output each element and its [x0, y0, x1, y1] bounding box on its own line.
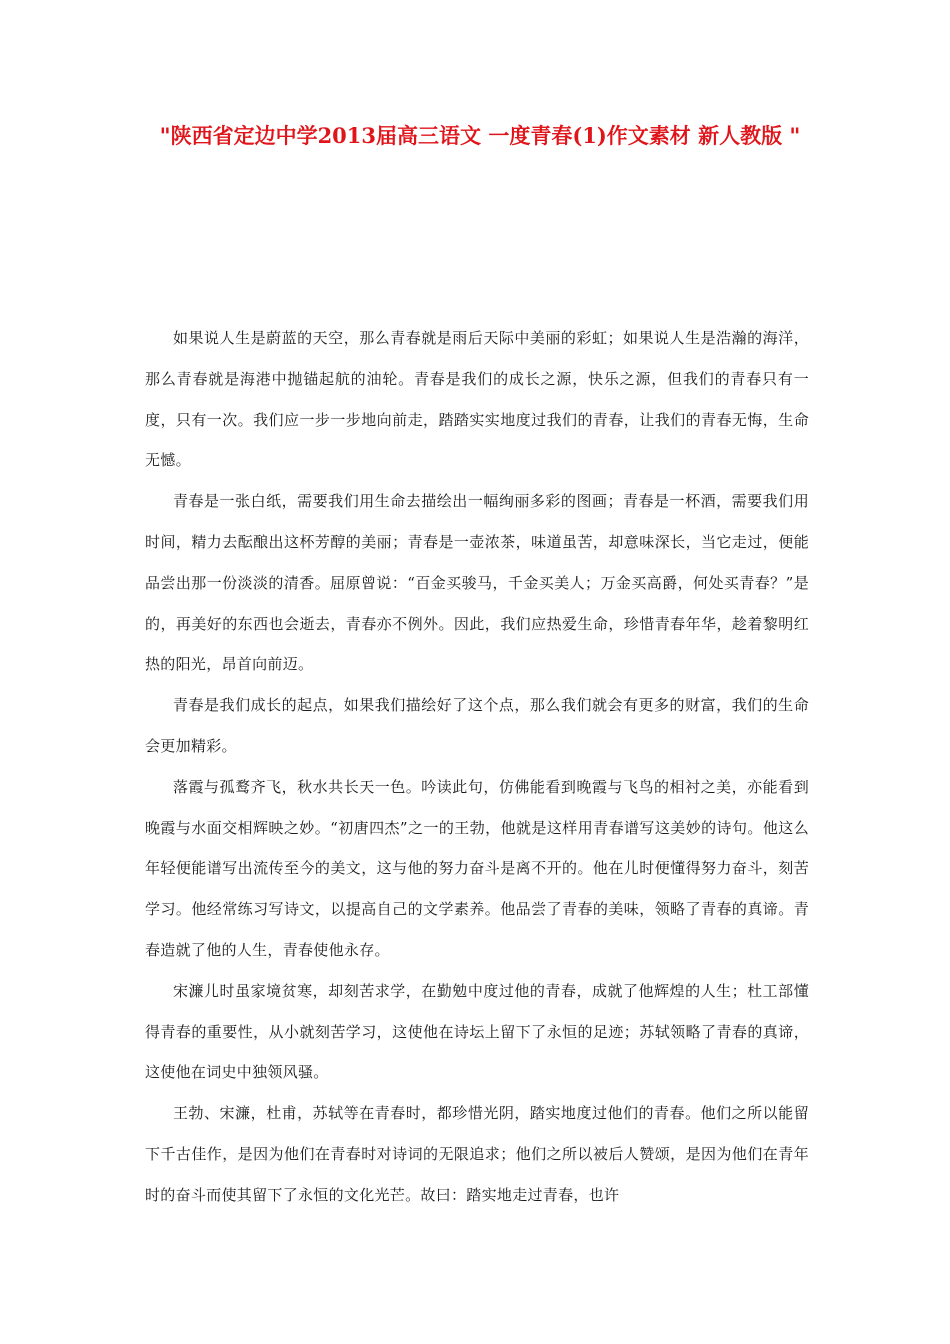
document-title: "陕西省定边中学2013届高三语文 一度青春(1)作文素材 新人教版 " — [159, 123, 801, 148]
paragraph-2: 青春是一张白纸，需要我们用生命去描绘出一幅绚丽多彩的图画；青春是一杯酒，需要我们用时间，精力去酝酿出这杯芳醇的美丽；青春是一壶浓茶，味道虽苦，却意味深长，当它走过，便能品尝出那一份淡淡的清香。屈原曾说：“百金买骏马，千金买美人；万金买高爵，何处买青春？”是的，再美好的东西也会逝去，青春亦不例外。因此，我们应热爱生命，珍惜青春年华，趁着黎明红热的阳光，昂首向前迈。 — [145, 492, 809, 674]
paragraph-4: 落霞与孤鹜齐飞，秋水共长天一色。吟读此句，仿佛能看到晚霞与飞鸟的相衬之美，亦能看到晚霞与水面交相辉映之妙。“初唐四杰”之一的王勃，他就是这样用青春谱写这美妙的诗句。他这么年轻便能谱写出流传至今的美文，这与他的努力奋斗是离不开的。他在儿时便懂得努力奋斗，刻苦学习。他经常练习写诗文，以提高自己的文学素养。他品尝了青春的美味，领略了青春的真谛。青春造就了他的人生，青春使他永存。 — [145, 777, 809, 959]
paragraph-1: 如果说人生是蔚蓝的天空，那么青春就是雨后天际中美丽的彩虹；如果说人生是浩瀚的海洋，那么青春就是海港中抛锚起航的油轮。青春是我们的成长之源，快乐之源，但我们的青春只有一度，只有一次。我们应一步一步地向前走，踏踏实实地度过我们的青春，让我们的青春无悔，生命无憾。 — [145, 329, 809, 470]
paragraph-5: 宋濂儿时虽家境贫寒，却刻苦求学，在勤勉中度过他的青春，成就了他辉煌的人生；杜工部懂得青春的重要性，从小就刻苦学习，这使他在诗坛上留下了永恒的足迹；苏轼领略了青春的真谛，这使他在词史中独领风骚。 — [145, 981, 809, 1082]
document-body — [145, 318, 809, 1216]
paragraph-6: 王勃、宋濂，杜甫，苏轼等在青春时，都珍惜光阴，踏实地度过他们的青春。他们之所以能留下千古佳作，是因为他们在青春时对诗词的无限追求；他们之所以被后人赞颂，是因为他们在青年时的奋斗而使其留下了永恒的文化光芒。故曰：踏实地走过青春，也许 — [145, 1104, 809, 1204]
paragraph-3: 青春是我们成长的起点，如果我们描绘好了这个点，那么我们就会有更多的财富，我们的生命会更加精彩。 — [145, 696, 809, 755]
